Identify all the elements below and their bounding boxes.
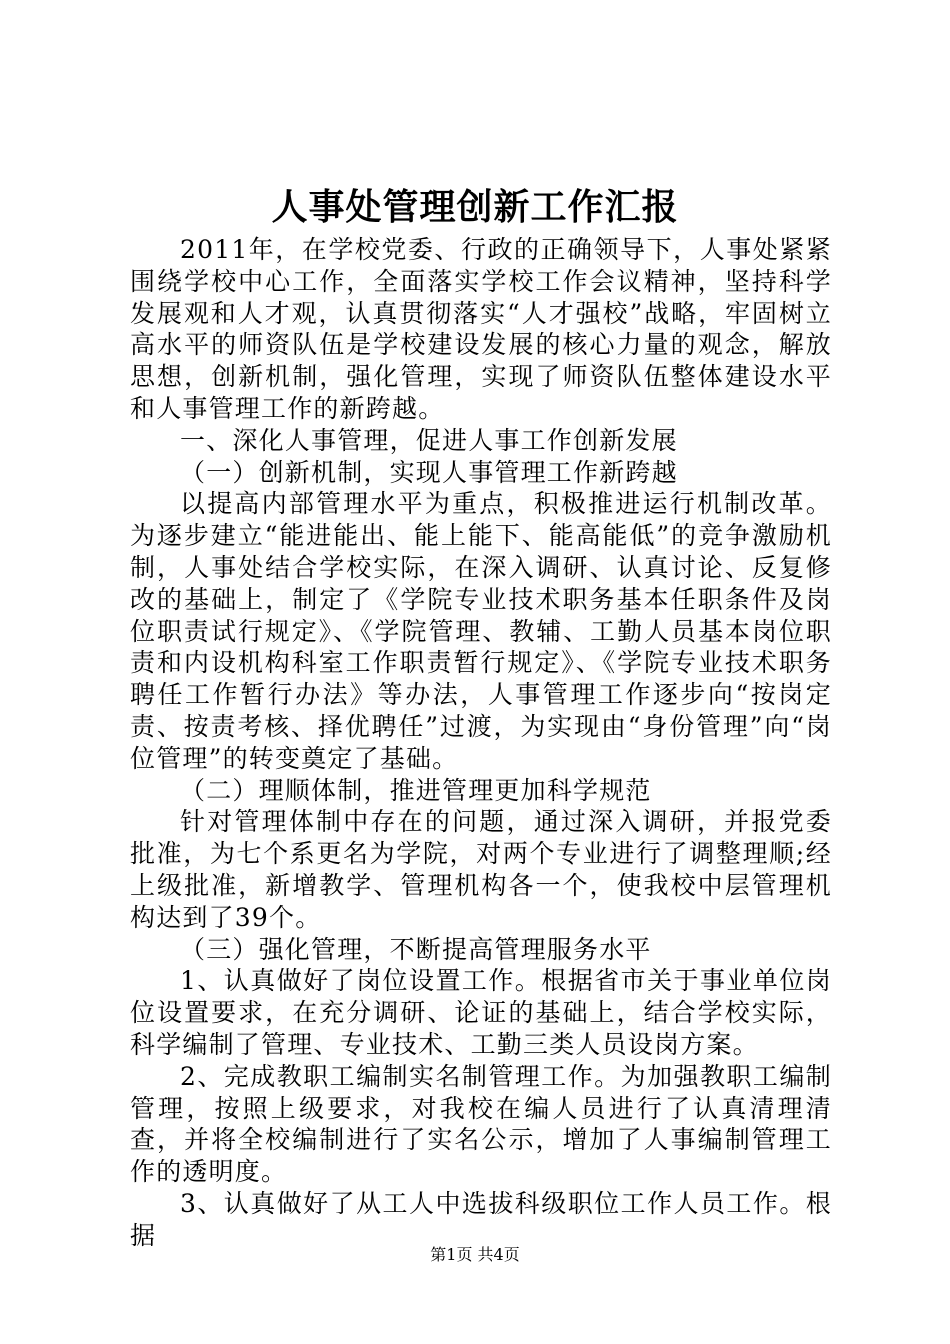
document-title: 人事处管理创新工作汇报 (271, 186, 679, 228)
list-item-3: 3、认真做好了从工人中选拔科级职位工作人员工作。根据 (130, 1188, 832, 1250)
intro-paragraph: 2011年，在学校党委、行政的正确领导下，人事处紧紧围绕学校中心工作，全面落实学校工作会议精神，坚持科学发展观和人才观，认真贯彻落实“人才强校”战略，牢固树立高水平的师资队伍是学校建设发展的核心力量的观念，解放思想，创新机制，强化管理，实现了师资队伍整体建设水平和人事管理工作的新跨越。 (130, 235, 832, 423)
mechanism-paragraph: 以提高内部管理水平为重点，积极推进运行机制改革。为逐步建立“能进能出、能上能下、能高能低”的竞争激励机制，人事处结合学校实际，在深入调研、认真讨论、反复修改的基础上，制定了《学院专业技术职务基本任职条件及岗位职责试行规定》、《学院管理、教辅、工勤人员基本岗位职责和内设机构科室工作职责暂行规定》、《学院专业技术职务聘任工作暂行办法》等办法，人事管理工作逐步向“按岗定责、按责考核、择优聘任”过渡，为实现由“身份管理”向“岗位管理”的转变奠定了基础。 (130, 489, 832, 773)
list-item-1: 1、认真做好了岗位设置工作。根据省市关于事业单位岗位设置要求，在充分调研、论证的基础上，结合学校实际，科学编制了管理、专业技术、工勤三类人员设岗方案。 (130, 966, 832, 1059)
system-paragraph: 针对管理体制中存在的问题，通过深入调研，并报党委批准，为七个系更名为学院，对两个专业进行了调整理顺;经上级批准，新增教学、管理机构各一个，使我校中层管理机构达到了39个。 (130, 807, 832, 932)
subsection-heading-1: （一）创新机制，实现人事管理工作新跨越 (180, 457, 678, 487)
subsection-heading-3: （三）强化管理，不断提高管理服务水平 (180, 934, 652, 964)
page-footer: 第1页 共4页 (430, 1245, 520, 1264)
document-body (130, 234, 832, 1252)
list-item-2: 2、完成教职工编制实名制管理工作。为加强教职工编制管理，按照上级要求，对我校在编人员进行了认真清理清查，并将全校编制进行了实名公示，增加了人事编制管理工作的透明度。 (130, 1061, 832, 1187)
subsection-heading-2: （二）理顺体制，推进管理更加科学规范 (180, 775, 652, 805)
section-heading-1: 一、深化人事管理，促进人事工作创新发展 (180, 425, 678, 455)
